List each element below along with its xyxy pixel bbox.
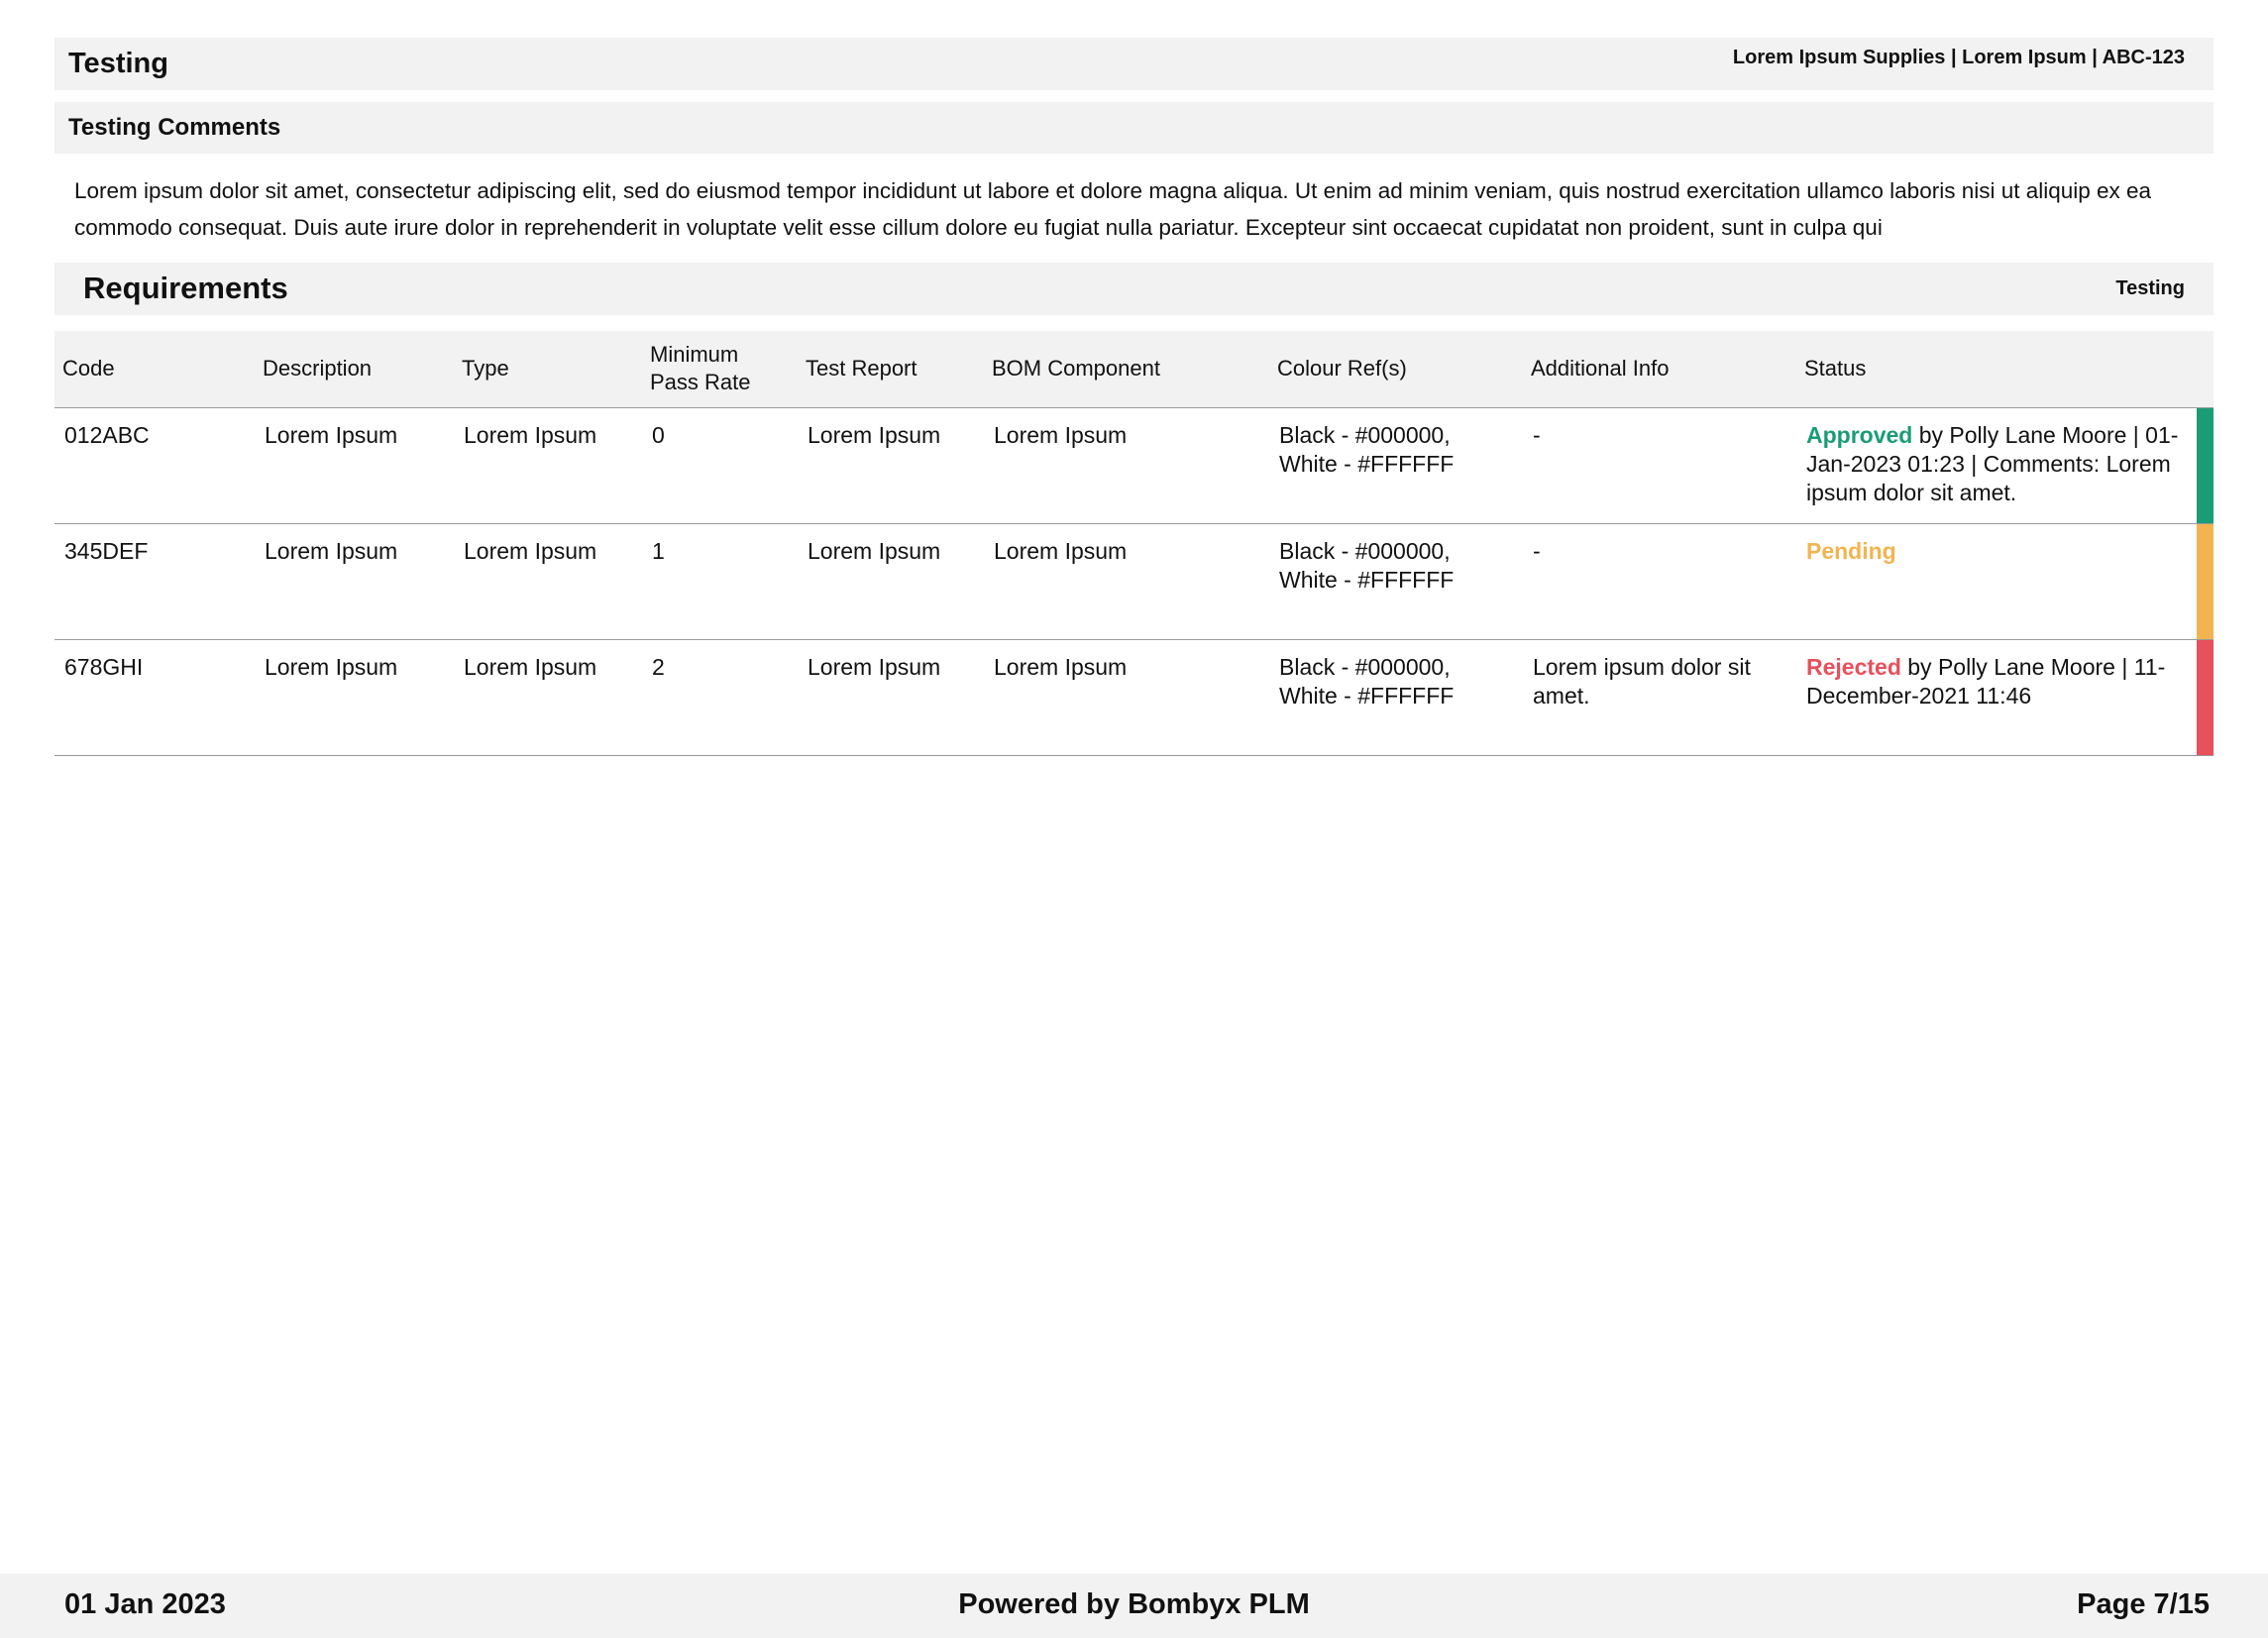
footer-page-number: Page 7/15 [2077,1588,2210,1620]
testing-comments-text: Lorem ipsum dolor sit amet, consectetur adipiscing elit, sed do eiusmod tempor incididunt ut labore et dolore magna aliqua. Ut enim ad minim veniam, quis nostrud exercitation ullamco laboris nisi ut aliquip ex ea commodo consequat. Duis aute irure dolor in reprehenderit in voluptate velit esse cillum dolore eu fugiat nulla pariatur. Excepteur sint occaecat cupidatat non proident, sunt in culpa qui [74,178,2152,240]
cell-description: Lorem Ipsum [265,653,398,680]
footer-powered-by: Powered by Bombyx PLM [958,1588,1310,1620]
status-badge-pending: Pending [1806,537,1896,564]
status-indicator-pending [2197,524,2214,639]
comments-text: Lorem ipsum dolor sit amet. [1806,450,2171,505]
cell-type: Lorem Ipsum [464,537,597,564]
requirements-tag: Testing [2115,277,2185,299]
cell-bom-component: Lorem Ipsum [994,421,1128,448]
cell-type: Lorem Ipsum [464,653,597,680]
cell-colour-refs: Black - #000000, White - #FFFFFF [1279,653,1455,709]
comments-section-header [54,102,2214,154]
cell-test-report: Lorem Ipsum [808,421,941,448]
requirements-section-header [54,263,2214,315]
cell-status [1796,523,2197,639]
supplier-product-meta: Lorem Ipsum Supplies | Lorem Ipsum | ABC-123 [1732,47,2185,68]
cell-additional-info: - [1533,421,1541,448]
cell-additional-info: Lorem ipsum dolor sit amet. [1533,653,1751,709]
column-header-colour-refs: Colour Ref(s) [1277,356,1407,382]
table-row [54,639,2214,755]
cell-colour-refs: Black - #000000, White - #FFFFFF [1279,421,1455,477]
cell-additional-info: - [1533,537,1541,564]
cell-colour-refs: Black - #000000, White - #FFFFFF [1279,537,1455,593]
column-header-min-pass-rate: Minimum Pass Rate [650,342,751,395]
cell-test-report: Lorem Ipsum [808,537,941,564]
page-header [54,38,2214,90]
column-header-bom-component: BOM Component [992,356,1160,382]
table-row [54,407,2214,523]
cell-min-pass-rate: 0 [652,421,665,448]
cell-min-pass-rate: 2 [652,653,665,680]
cell-code: 345DEF [64,537,149,564]
cell-min-pass-rate: 1 [652,537,665,564]
status-badge-rejected: Rejected [1806,653,1901,680]
cell-bom-component: Lorem Ipsum [994,653,1128,680]
cell-code: 678GHI [64,653,144,680]
table-row [54,523,2214,639]
cell-status [1796,407,2197,523]
table-header-row [54,331,2214,407]
cell-status [1796,639,2197,755]
cell-code: 012ABC [64,421,150,448]
column-header-description: Description [263,356,373,382]
column-header-additional-info: Additional Info [1531,356,1670,382]
status-badge-approved: Approved [1806,421,1913,448]
status-indicator-approved [2197,408,2214,523]
column-header-test-report: Test Report [806,356,918,382]
cell-bom-component: Lorem Ipsum [994,537,1128,564]
cell-description: Lorem Ipsum [265,537,398,564]
status-detail: by Polly Lane Moore | 11-December-2021 11:46 [1806,653,2166,709]
comments-section-title: Testing Comments [68,114,281,141]
cell-test-report: Lorem Ipsum [808,653,941,680]
status-detail: by Polly Lane Moore | 01-Jan-2023 01:23 | [1806,421,2179,477]
column-header-type: Type [462,356,509,382]
column-header-status: Status [1804,356,1867,382]
requirements-table [54,331,2214,756]
column-header-code: Code [62,356,115,382]
requirements-title: Requirements [83,271,288,305]
status-indicator-rejected [2197,640,2214,755]
comments-label: Comments: [1983,450,2101,477]
footer-date: 01 Jan 2023 [64,1588,226,1620]
cell-description: Lorem Ipsum [265,421,398,448]
page-footer [0,1574,2268,1638]
cell-type: Lorem Ipsum [464,421,597,448]
page-title: Testing [68,48,168,79]
